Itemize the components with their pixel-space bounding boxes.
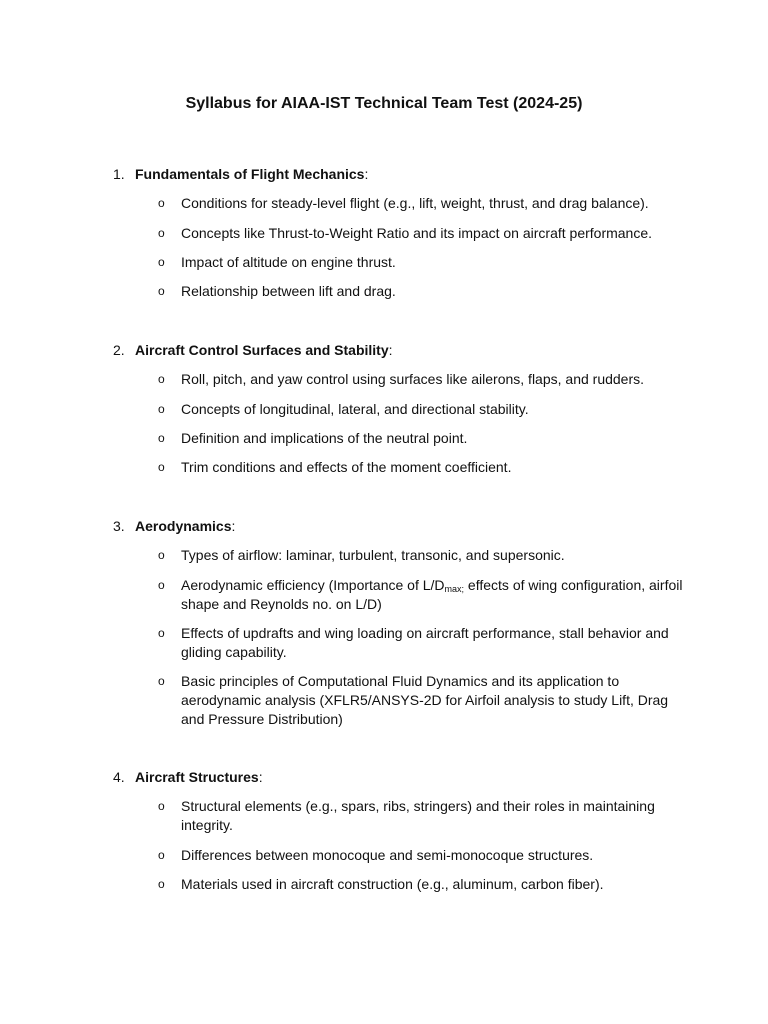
bullet-icon: o [158, 799, 165, 813]
section-heading-text: Aircraft Structures [135, 769, 259, 785]
list-item-text: Effects of updrafts and wing loading on aircraft performance, stall behavior and gliding capability. [181, 625, 669, 660]
bullet-icon: o [158, 431, 165, 445]
section-number: 2. [113, 342, 125, 358]
list-item-text: Basic principles of Computational Fluid Dynamics and its application to aerodynamic analysis (XFLR5/ANSYS-2D for Airfoil analysis to study Lift, Drag and Pressure Distribution) [181, 673, 669, 727]
list-item-text: Differences between monocoque and semi-monocoque structures. [181, 847, 594, 863]
list-item-text: Conditions for steady-level flight (e.g., lift, weight, thrust, and drag balance). [181, 195, 649, 211]
bullet-icon: o [158, 372, 165, 386]
bullet-icon: o [158, 548, 165, 562]
list-item-text: Types of airflow: laminar, turbulent, transonic, and supersonic. [181, 547, 565, 563]
list-item-text: Impact of altitude on engine thrust. [181, 254, 396, 270]
section-heading-colon: : [388, 342, 393, 358]
list-item-text-post: effects of wing configuration, airfoil shape and Reynolds no. on L/D) [181, 577, 683, 612]
section-number: 1. [113, 166, 125, 182]
section-heading [113, 517, 235, 535]
list-item-text: Materials used in aircraft construction (e.g., aluminum, carbon fiber). [181, 876, 604, 892]
bullet-icon: o [158, 255, 165, 269]
section-heading-text: Aircraft Control Surfaces and Stability [135, 342, 389, 358]
section-heading [113, 768, 263, 786]
document-title: Syllabus for AIAA-IST Technical Team Test (2024-25) [185, 95, 583, 112]
bullet-icon: o [158, 460, 165, 474]
bullet-icon: o [158, 578, 165, 592]
list-item-text [181, 576, 686, 614]
section-heading [113, 341, 393, 359]
bullet-icon: o [158, 877, 165, 891]
list-item-text: Relationship between lift and drag. [181, 283, 396, 299]
list-item-text: Definition and implications of the neutral point. [181, 430, 468, 446]
section-number: 3. [113, 518, 125, 534]
bullet-icon: o [158, 196, 165, 210]
bullet-icon: o [158, 284, 165, 298]
section-heading-colon: : [364, 166, 369, 182]
section-heading-text: Aerodynamics [135, 518, 232, 534]
list-item-text-pre: Aerodynamic efficiency (Importance of L/D [181, 577, 445, 593]
bullet-icon: o [158, 674, 165, 688]
bullet-icon: o [158, 626, 165, 640]
list-item-text: Trim conditions and effects of the moment coefficient. [181, 459, 512, 475]
list-item-text: Concepts like Thrust-to-Weight Ratio and its impact on aircraft performance. [181, 225, 653, 241]
section-heading [113, 165, 368, 183]
list-item-text: Structural elements (e.g., spars, ribs, stringers) and their roles in maintaining integrity. [181, 798, 655, 833]
list-item-text: Concepts of longitudinal, lateral, and directional stability. [181, 401, 529, 417]
bullet-icon: o [158, 848, 165, 862]
section-heading-colon: : [258, 769, 263, 785]
section-heading-text: Fundamentals of Flight Mechanics [135, 166, 365, 182]
subscript-max: max; [444, 584, 465, 594]
section-number: 4. [113, 769, 125, 785]
section-heading-colon: : [231, 518, 236, 534]
bullet-icon: o [158, 402, 165, 416]
list-item-text: Roll, pitch, and yaw control using surfaces like ailerons, flaps, and rudders. [181, 371, 645, 387]
bullet-icon: o [158, 226, 165, 240]
